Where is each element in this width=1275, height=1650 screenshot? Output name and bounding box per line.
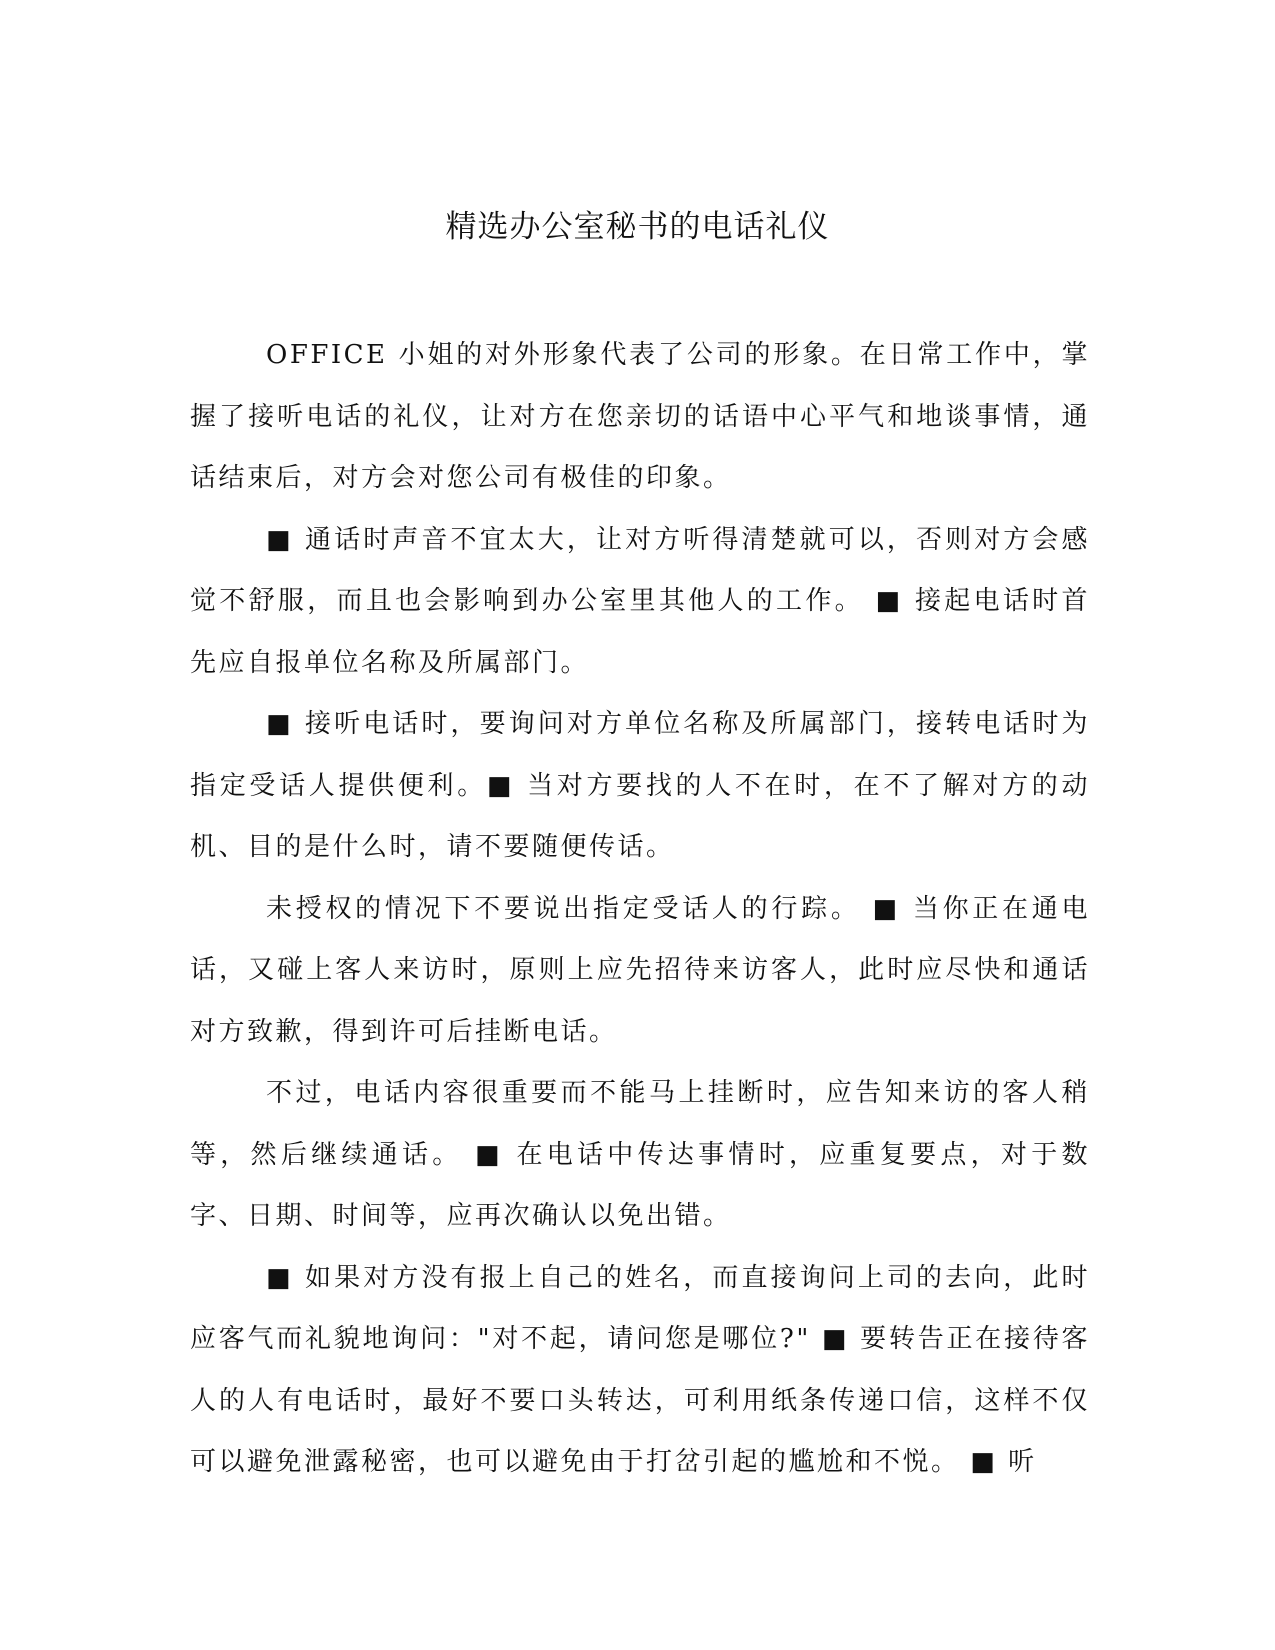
paragraph-5: 不过，电话内容很重要而不能马上挂断时，应告知来访的客人稍等，然后继续通话。 ■ 在电话中传达事情时，应重复要点，对于数字、日期、时间等，应再次确认以免出错。 — [190, 1078, 1090, 1231]
document-title: 精选办公室秘书的电话礼仪 — [445, 209, 830, 245]
paragraph-1: OFFICE 小姐的对外形象代表了公司的形象。在日常工作中，掌握了接听电话的礼仪，让对方在您亲切的话语中心平气和地谈事情，通话结束后，对方会对您公司有极佳的印象。 — [190, 340, 1090, 493]
paragraph-6: ■ 如果对方没有报上自己的姓名，而直接询问上司的去向，此时应客气而礼貌地询问："对不起，请问您是哪位?" ■ 要转告正在接待客人的人有电话时，最好不要口头转达，可利用纸条传递口信，这样不仅可以避免泄露秘密，也可以避免由于打岔引起的尴尬和不悦。 ■ 听 — [190, 1262, 1090, 1477]
document-body — [190, 325, 1090, 1494]
paragraph-3: ■ 接听电话时，要询问对方单位名称及所属部门，接转电话时为指定受话人提供便利。■ 当对方要找的人不在时，在不了解对方的动机、目的是什么时，请不要随便传话。 — [190, 709, 1090, 862]
paragraph-2: ■ 通话时声音不宜太大，让对方听得清楚就可以，否则对方会感觉不舒服，而且也会影响到办公室里其他人的工作。 ■ 接起电话时首先应自报单位名称及所属部门。 — [190, 524, 1090, 678]
paragraph-4: 未授权的情况下不要说出指定受话人的行踪。 ■ 当你正在通电话，又碰上客人来访时，原则上应先招待来访客人，此时应尽快和通话对方致歉，得到许可后挂断电话。 — [190, 893, 1090, 1047]
